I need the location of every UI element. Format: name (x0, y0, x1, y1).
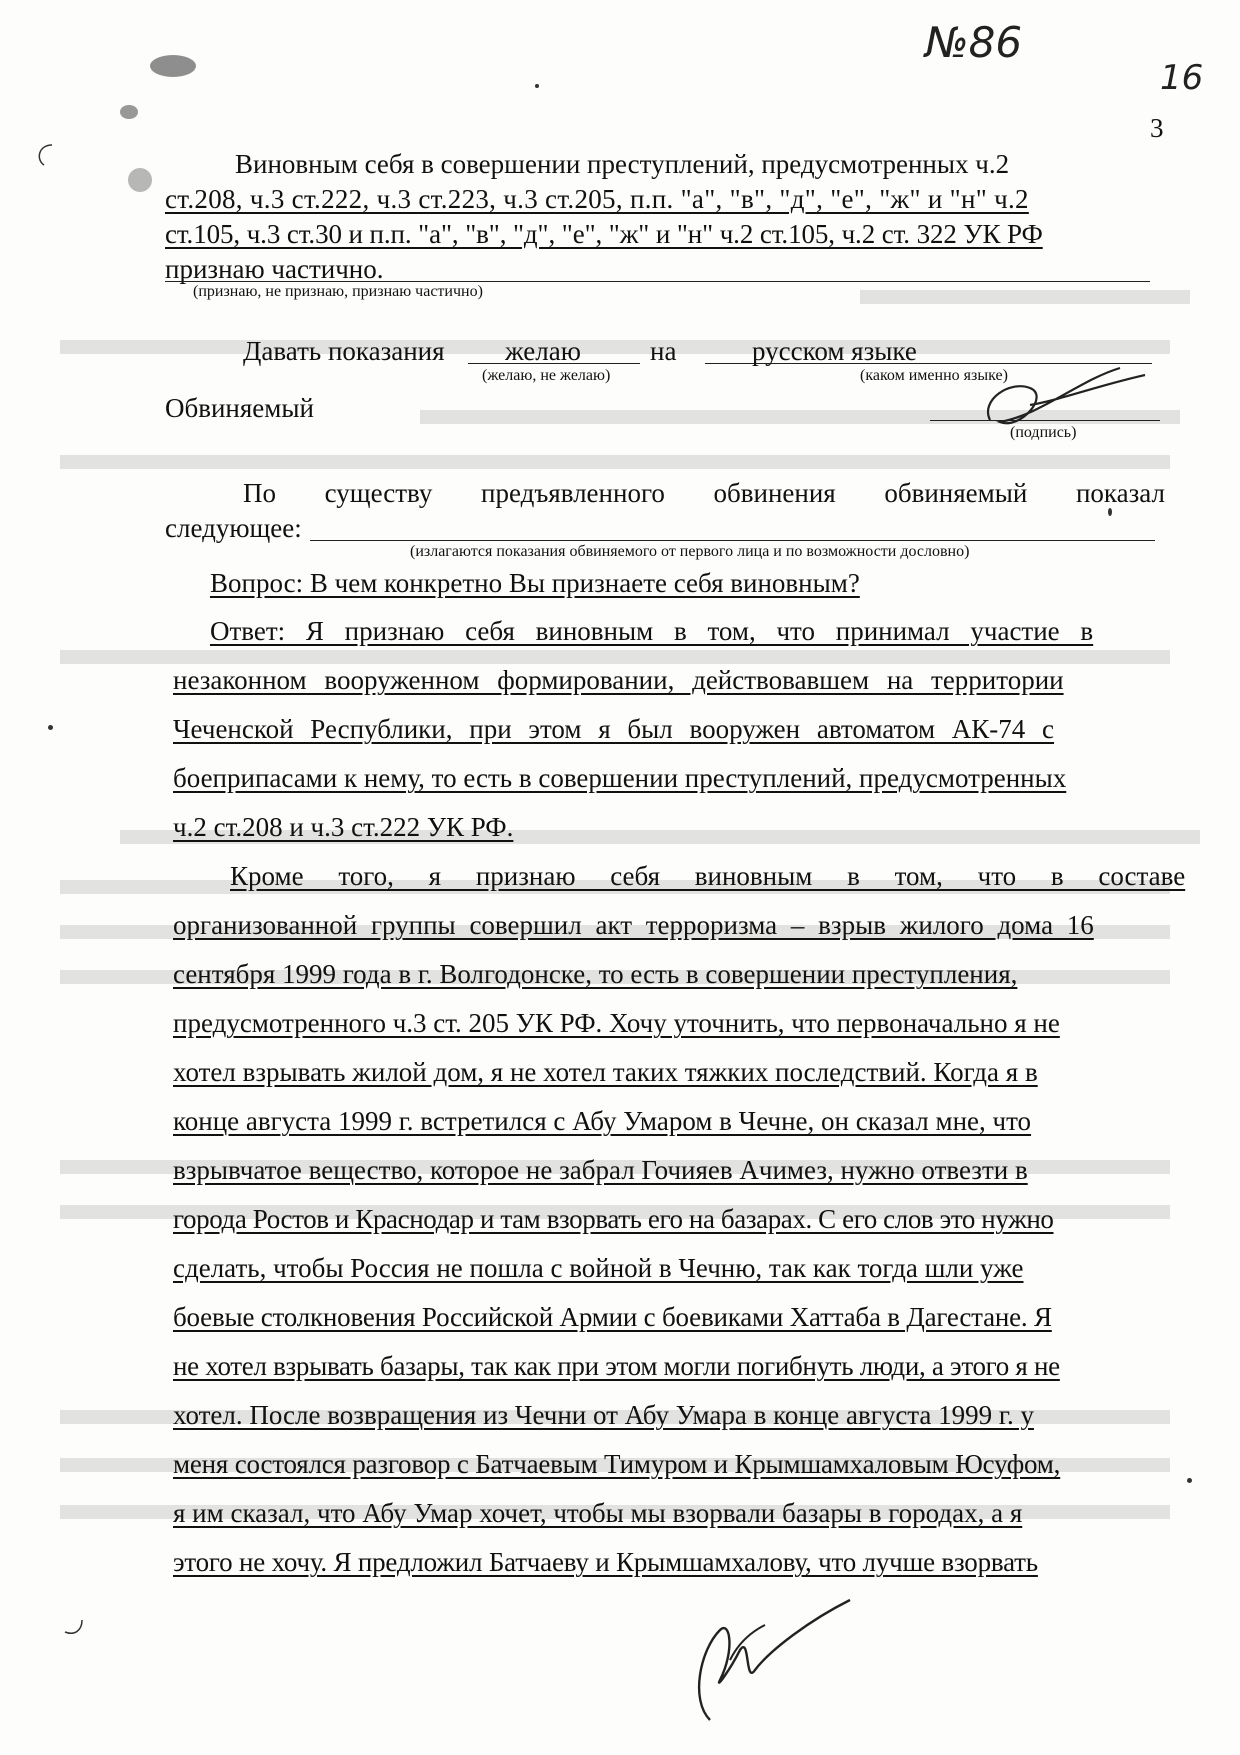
plea-underline (165, 281, 1150, 282)
accused-label: Обвиняемый (165, 393, 314, 423)
testimony-language-value: русском языке (752, 336, 917, 366)
body-line: Чеченской Республики, при этом я был вооружен автоматом АК-74 с (173, 714, 1055, 744)
essence-caption: (излагаются показания обвиняемого от первого лица и по возможности дословно) (410, 543, 970, 560)
body-line: предусмотренного ч.3 ст. 205 УК РФ. Хочу уточнить, что первоначально я не (173, 1008, 1060, 1038)
essence-word: существу (324, 478, 433, 508)
testimony-want-value: желаю (505, 336, 581, 366)
scan-speck (535, 84, 539, 88)
essence-word: По (243, 478, 276, 508)
testimony-want-caption: (желаю, не желаю) (482, 367, 611, 384)
plea-line-1-text: Виновным себя в совершении преступлений, предусмотренных ч.2 (235, 149, 1010, 179)
body-line: хотел взрывать жилой дом, я не хотел таких тяжких последствий. Когда я в (173, 1057, 1038, 1087)
essence-word: обвинения (713, 478, 836, 508)
body-line: города Ростов и Краснодар и там взорвать его на базарах. С его слов это нужно (173, 1204, 1054, 1234)
body-line: я им сказал, что Абу Умар хочет, чтобы мы взорвали базары в городах, а я (173, 1498, 1023, 1528)
page-number: 3 (1150, 113, 1164, 143)
scan-speck (1108, 508, 1112, 516)
body-line: меня состоялся разговор с Батчаевым Тимуром и Крымшамхаловым Юсуфом, (173, 1449, 1061, 1479)
body-line: не хотел взрывать базары, так как при этом могли погибнуть люди, а этого я не (173, 1351, 1060, 1381)
essence-line-1 (243, 477, 1165, 509)
testimony-on: на (650, 336, 677, 366)
essence-word: показал (1075, 478, 1165, 508)
bottom-signature (660, 1590, 860, 1740)
plea-line-4: признаю частично. (165, 254, 384, 284)
body-line (210, 615, 1165, 647)
essence-word: обвиняемый (884, 478, 1028, 508)
margin-mark (60, 1610, 90, 1640)
body-line-text: Ответ: Я признаю себя виновным в том, что принимал участие в (210, 616, 1094, 646)
plea-line-2: ст.208, ч.3 ст.222, ч.3 ст.223, ч.3 ст.205, п.п. "а", "в", "д", "е", "ж" и "н" ч.2 (165, 184, 1029, 214)
accused-signature-caption: (подпись) (1010, 424, 1077, 441)
handwritten-sheet-number: 16 (1160, 58, 1204, 98)
plea-caption: (признаю, не признаю, признаю частично) (193, 283, 483, 300)
body-line: хотел. После возвращения из Чечни от Абу Умара в конце августа 1999 г. у (173, 1400, 1034, 1430)
body-line: сделать, чтобы Россия не пошла с войной в Чечню, так как тогда шли уже (173, 1253, 1024, 1283)
body-line: сентября 1999 года в г. Волгодонске, то есть в совершении преступления, (173, 959, 1018, 989)
scan-speck (1187, 1478, 1192, 1483)
scan-speck (150, 55, 196, 77)
handwritten-doc-number: №86 (925, 18, 1023, 67)
body-line: организованной группы совершил акт терроризма – взрыв жилого дома 16 (173, 910, 1094, 940)
body-line: незаконном вооруженном формировании, действовавшем на территории (173, 665, 1064, 695)
body-line: этого не хочу. Я предложил Батчаеву и Крымшамхалову, что лучше взорвать (173, 1547, 1038, 1577)
scan-speck (48, 725, 53, 730)
scan-speck (120, 105, 138, 119)
body-line: взрывчатое вещество, которое не забрал Гочияев Ачимез, нужно отвезти в (173, 1155, 1028, 1185)
testimony-label: Давать показания (243, 336, 445, 366)
body-line: Вопрос: В чем конкретно Вы признаете себя виновным? (210, 568, 860, 598)
body-line: конце августа 1999 г. встретился с Абу Умаром в Чечне, он сказал мне, что (173, 1106, 1032, 1136)
essence-underline (310, 540, 1155, 541)
body-line: Кроме того, я признаю себя виновным в том, что в составе (230, 861, 1186, 891)
body-line: боевые столкновения Российской Армии с боевиками Хаттаба в Дагестане. Я (173, 1302, 1052, 1332)
plea-line-3: ст.105, ч.3 ст.30 и п.п. "а", "в", "д", "е", "ж" и "н" ч.2 ст.105, ч.2 ст. 322 УК РФ (165, 219, 1043, 249)
body-line: ч.2 ст.208 и ч.3 ст.222 УК РФ. (173, 812, 514, 842)
plea-line-1 (235, 148, 1165, 180)
essence-line-2: следующее: (165, 513, 302, 543)
essence-word: предъявленного (481, 478, 665, 508)
body-line: боеприпасами к нему, то есть в совершении преступлений, предусмотренных (173, 763, 1067, 793)
scan-speck (128, 168, 152, 192)
margin-mark (30, 140, 60, 170)
testimony-language-caption: (каком именно языке) (860, 367, 1008, 384)
